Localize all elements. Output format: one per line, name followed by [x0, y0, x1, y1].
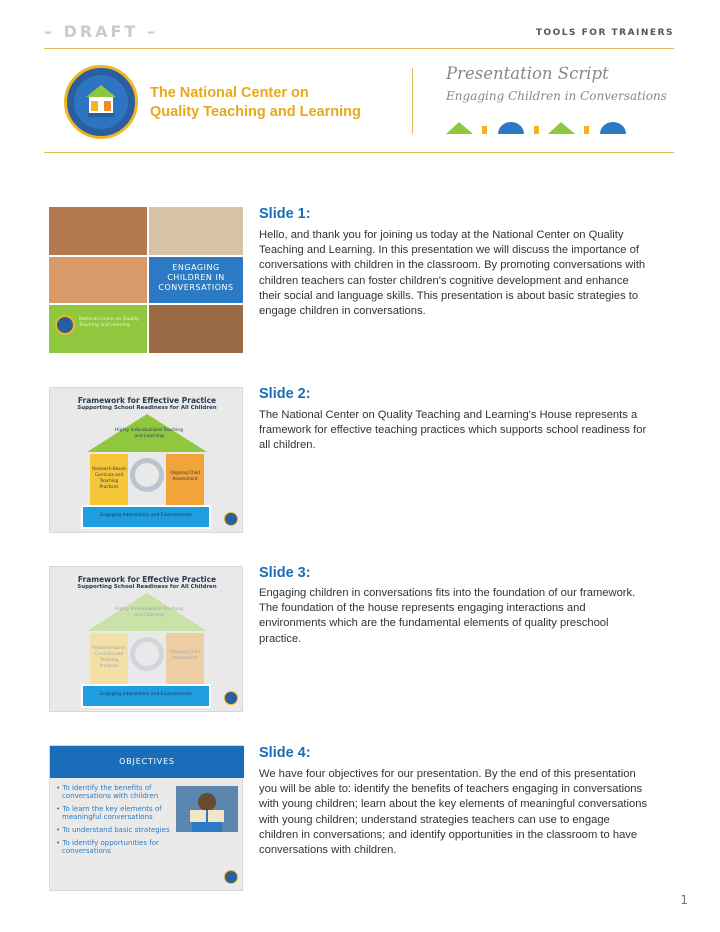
decorative-shapes-icon — [446, 122, 630, 134]
right-pillar — [166, 633, 204, 689]
org-name — [150, 84, 390, 122]
slide-1-org-box — [49, 305, 147, 353]
org-name-line2: Quality Teaching and Learning — [150, 104, 361, 120]
document-title: Presentation Script — [446, 64, 609, 83]
slide-1-heading: ENGAGING CHILDREN IN CONVERSATIONS — [149, 257, 243, 303]
right-pillar — [166, 454, 204, 510]
slide-4-title: Slide 4: — [259, 745, 311, 761]
house-logo-icon — [64, 65, 138, 139]
header-divider — [412, 68, 413, 134]
header-bottom-rule — [44, 152, 674, 153]
slide-2-fw-title: Framework for Effective Practice — [77, 396, 217, 405]
draft-label: – DRAFT – — [44, 22, 158, 41]
document-subtitle: Engaging Children in Conversations — [446, 89, 667, 103]
page-number: 1 — [680, 893, 688, 907]
slide-1-title: Slide 1: — [259, 206, 311, 222]
objective-item: • To identify opportunities for conversations — [56, 839, 159, 855]
child-reading-photo — [176, 786, 238, 832]
cycle-arrows-icon — [130, 637, 164, 671]
slide-1-logo-icon — [55, 315, 75, 335]
objective-item: • To identify the benefits of conversations with children — [56, 784, 159, 800]
slide-2-foundation-text: Engaging Interactions and Environments — [100, 513, 192, 518]
objective-item: • To understand basic strategies — [56, 826, 170, 834]
slide-2-right-pillar-text: Ongoing Child Assessment — [170, 470, 200, 481]
slide-2-left-pillar-text: Research-Based Curricula and Teaching Practices — [92, 466, 126, 489]
tools-for-trainers-label: TOOLS FOR TRAINERS — [535, 28, 674, 38]
objective-item: • To learn the key elements of meaningful conversations — [56, 805, 162, 821]
slide-4-thumbnail — [49, 745, 243, 891]
slide-2-logo-icon — [224, 512, 238, 526]
slide-3-thumbnail — [49, 566, 243, 712]
slide-3-roof-text: Highly Individualized Teaching and Learning — [114, 607, 184, 618]
slide-3-fw-subtitle: Supporting School Readiness for All Children — [77, 584, 217, 590]
slide-1-text: Hello, and thank you for joining us today at the National Center on Quality Teaching and Learning. In this presentation we will discuss the importance of conversations with children in the classroom. By promoting conversations with children teachers can foster children's cognitive development and enhance their social and language skills. This presentation is about basic strategies to engage children in conversations. — [259, 229, 646, 318]
house-foundation — [81, 505, 211, 529]
slide-4-logo-icon — [224, 870, 238, 884]
slide-1-org-small: National Center on Quality Teaching and Learning — [79, 317, 139, 328]
slide-2-text: The National Center on Quality Teaching and Learning's House represents a framework for effective teaching practices which supports school readiness for all children. — [259, 409, 647, 452]
slide-2-roof-text: Highly Individualized Teaching and Learning — [114, 428, 184, 439]
slide-3-fw-title: Framework for Effective Practice — [77, 575, 217, 584]
slide-1-thumbnail — [49, 207, 243, 353]
slide-3-logo-icon — [224, 691, 238, 705]
slide-3-left-pillar-text: Research-Based Curricula and Teaching Practices — [92, 645, 126, 668]
house-foundation — [81, 684, 211, 708]
slide-3-title: Slide 3: — [259, 565, 311, 581]
slide-2-fw-subtitle: Supporting School Readiness for All Children — [77, 405, 217, 411]
slide-3-right-pillar-text: Ongoing Child Assessment — [170, 649, 200, 660]
slide-3-foundation-text: Engaging Interactions and Environments — [100, 692, 192, 697]
slide-4-text: We have four objectives for our presentation. By the end of this presentation you will be able to: identify the benefits of teachers engaging in conversations with young children; learn about the key elements of meaningful conversations with young children; understand strategies teachers can use to engage children in conversations; and identify opportunities in the classroom to have conversations with children. — [259, 768, 648, 857]
slide-4-objectives-list — [56, 784, 174, 860]
slide-3-text: Engaging children in conversations fits into the foundation of our framework. The foundation of the house represents engaging interactions and environments which are the fundamental elements of quality preschool practice. — [259, 587, 636, 645]
slide-2-title: Slide 2: — [259, 386, 311, 402]
slide-4-heading: OBJECTIVES — [50, 746, 244, 778]
header-rule — [44, 48, 674, 49]
cycle-arrows-icon — [130, 458, 164, 492]
org-name-line1: The National Center on — [150, 85, 309, 101]
slide-2-thumbnail — [49, 387, 243, 533]
